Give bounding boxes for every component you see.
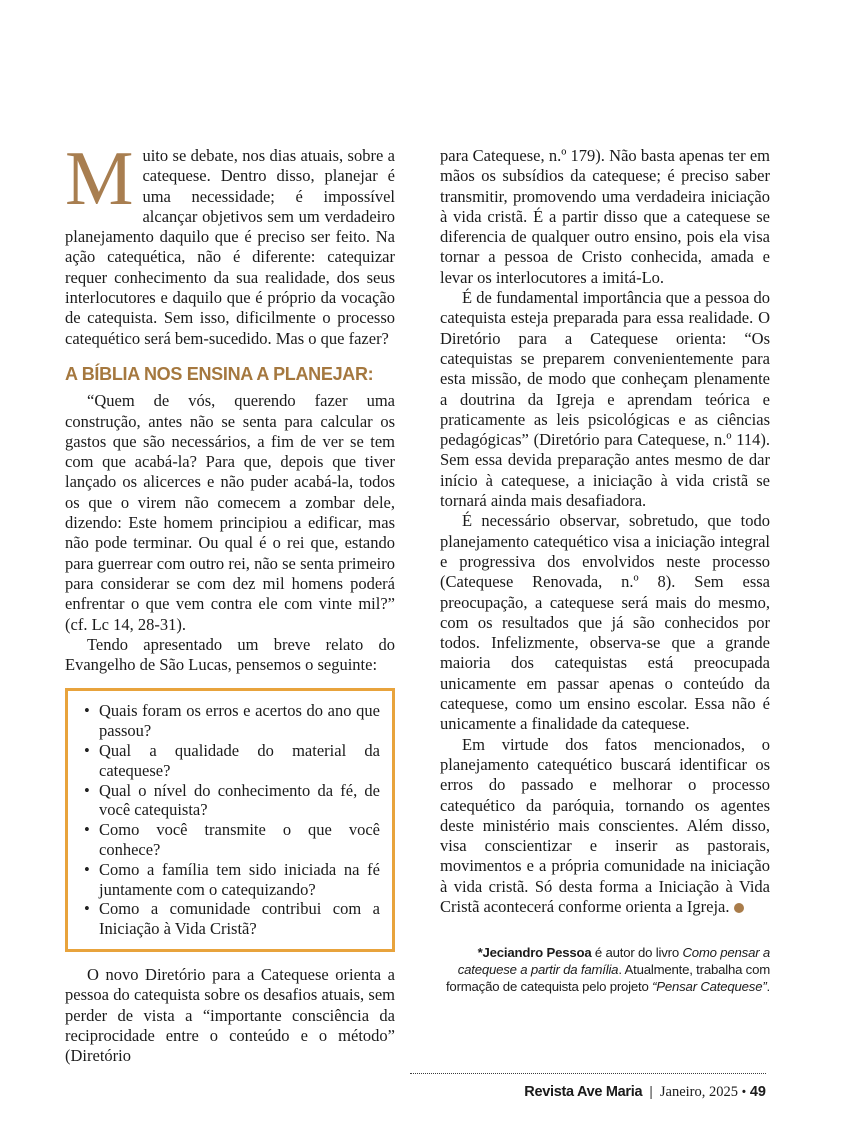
right-column bbox=[440, 146, 770, 1066]
closing-paragraph-left: O novo Diretório para a Catequese orienta a pessoa do catequista sobre os desafios atuais, sem perder de vista a “importante consciência da reciprocidade entre o conteúdo e o método” (Diretório bbox=[65, 964, 395, 1066]
questions-box bbox=[65, 688, 395, 952]
author-bio bbox=[440, 944, 770, 995]
magazine-title: Revista Ave Maria bbox=[524, 1084, 643, 1100]
final-paragraph bbox=[440, 735, 770, 918]
author-name: *Jeciandro Pessoa bbox=[477, 945, 592, 961]
question-item: • Quais foram os erros e acertos do ano que passou? bbox=[82, 701, 380, 741]
author-bio-text: é autor do livro bbox=[591, 945, 683, 961]
body-paragraph: É necessário observar, sobretudo, que todo planejamento catequético visa a iniciação integral e progressiva dos envolvidos neste processo (Catequese Renovada, n.º 8). Sem essa preocupação, a catequese será mais do mesmo, com os resultados que já são conhecidos por todos. Infelizmente, observa-se que a grande maioria dos catequistas está preocupada unicamente em passar apenas o conteúdo da catequese, como um ensino escolar. Essa não é unicamente a finalidade da catequese. bbox=[440, 511, 770, 734]
drop-cap-letter: M bbox=[65, 135, 134, 221]
page-footer bbox=[410, 1073, 766, 1101]
page-number: 49 bbox=[749, 1084, 766, 1100]
lead-paragraph-text: uito se debate, nos dias atuais, sobre a catequese. Dentro disso, planejar é uma necessidade; é impossível alcançar objetivos sem um verdadeiro planejamento daquilo que é preciso ser feito. Na ação catequética, não é diferente: catequizar requer conhecimento da sua realidade, dos seus interlocutores e daquilo que é próprio da vocação de catequista. Sem isso, dificilmente o processo catequético será bem-sucedido. Mas o que fazer? bbox=[65, 146, 395, 348]
book-title: Como pensar a catequese a partir da família bbox=[457, 945, 770, 978]
lead-paragraph bbox=[65, 135, 395, 349]
intro-paragraph: Tendo apresentado um breve relato do Evangelho de São Lucas, pensemos o seguinte: bbox=[65, 634, 395, 675]
question-item: • Como você transmite o que você conhece? bbox=[82, 820, 380, 860]
left-column bbox=[65, 135, 395, 1066]
footer-separator: | bbox=[649, 1083, 653, 1099]
question-item: • Como a comunidade contribui com a Iniciação à Vida Cristã? bbox=[82, 899, 380, 939]
author-bio-text: . bbox=[766, 979, 770, 995]
final-paragraph-text: Em virtude dos fatos mencionados, o planejamento catequético buscará identificar os erros do passado e melhorar o processo catequético da paróquia, tornando os agentes deste ministério mais conscientes. Além disso, visa conscientizar e inserir as pastorais, movimentos e a própria comunidade na iniciação à vida cristã. Só desta forma a Iniciação à Vida Cristã acontecerá conforme orienta a Igreja. bbox=[440, 734, 770, 916]
question-item: • Como a família tem sido iniciada na fé juntamente com o catequizando? bbox=[82, 860, 380, 900]
body-paragraph: É de fundamental importância que a pessoa do catequista esteja preparada para essa realidade. O Diretório para a Catequese orienta: “Os catequistas se preparem convenientemente para esta missão, de modo que conheçam plenamente a doutrina da Igreja e aprendam teórica e praticamente as leis psicológicas e as ciências pedagógicas” (Diretório para Catequese, n.º 114). Sem essa devida preparação antes mesmo de dar início à catequese, a iniciação à vida cristã se tornará ainda mais desafiadora. bbox=[440, 288, 770, 511]
body-paragraph: para Catequese, n.º 179). Não basta apenas ter em mãos os subsídios da catequese; é preciso saber transmitir, promovendo uma verdadeira iniciação à vida cristã. É a partir disso que a catequese se diferencia de qualquer outro ensino, pois ela visa tornar a pessoa de Cristo conhecida, amada e levar os interlocutores a imitá-Lo. bbox=[440, 146, 770, 287]
bible-quote-paragraph: “Quem de vós, querendo fazer uma construção, antes não se senta para calcular os gastos que são necessários, a fim de ver se tem com que acabá-la? Para que, depois que tiver lançado os alicerces e não puder acabá-la, todos os que o virem não comecem a zombar dele, dizendo: Este homem principiou a edificar, mas não pode terminar. Ou qual é o rei que, estando para guerrear com outro rei, não se senta primeiro para considerar se com dez mil homens poderá enfrentar o que vem contra ele com vinte mil?” (cf. Lc 14, 28-31). bbox=[65, 391, 395, 634]
footer-bullet-icon: • bbox=[742, 1086, 746, 1098]
question-item: • Qual o nível do conhecimento da fé, de você catequista? bbox=[82, 781, 380, 821]
section-heading: A BÍBLIA NOS ENSINA A PLANEJAR: bbox=[65, 363, 374, 384]
question-item: • Qual a qualidade do material da catequese? bbox=[82, 741, 380, 781]
article-body bbox=[65, 135, 770, 1066]
questions-list bbox=[82, 701, 380, 939]
project-name: “Pensar Catequese” bbox=[652, 979, 767, 995]
article-end-dot-icon bbox=[734, 903, 744, 913]
author-bio-text: . Atualmente, trabalha com formação de catequista pelo projeto bbox=[445, 962, 770, 995]
issue-date: Janeiro, 2025 bbox=[659, 1084, 738, 1100]
